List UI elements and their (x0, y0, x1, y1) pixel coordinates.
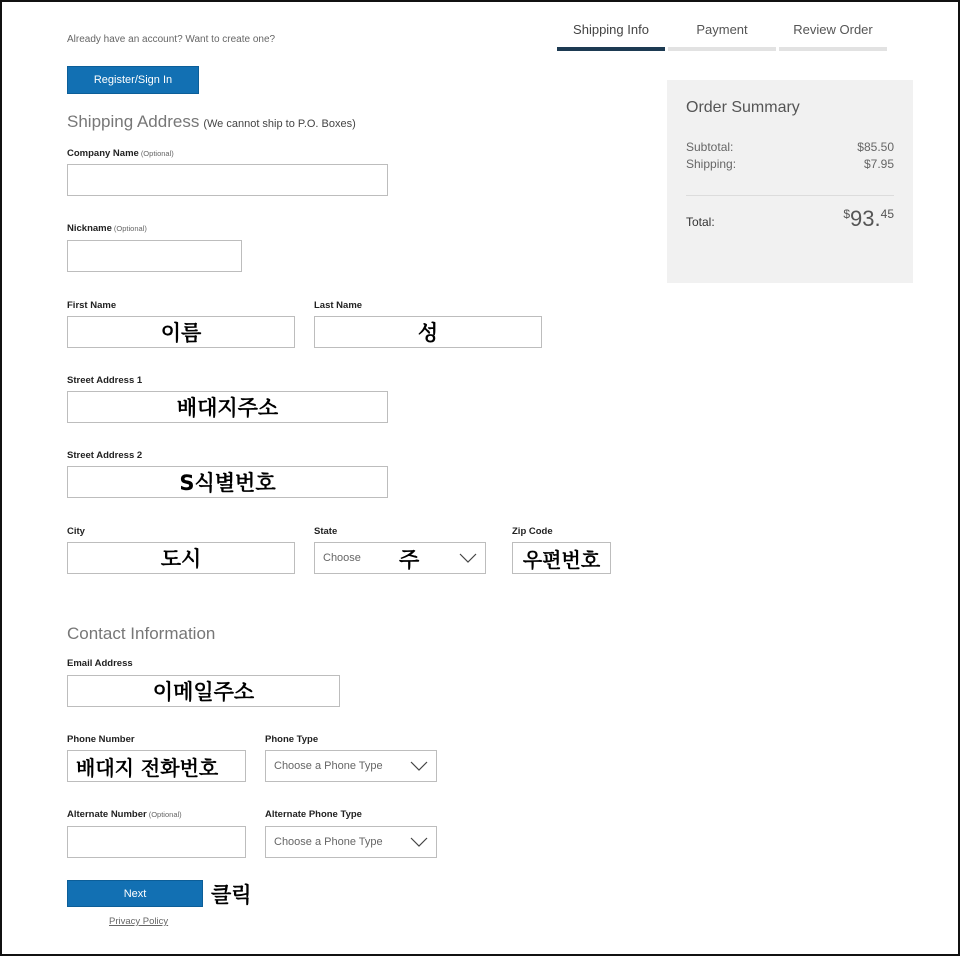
last-name-label: Last Name (314, 300, 363, 311)
nickname-label: Nickname (Optional) (67, 223, 147, 234)
total-cents: 45 (880, 207, 894, 221)
subtotal-label: Subtotal: (686, 140, 734, 154)
nickname-input[interactable] (68, 241, 241, 271)
contact-information-title: Contact Information (67, 624, 216, 643)
zip-code-field[interactable] (512, 542, 611, 574)
po-box-note: (We cannot ship to P.O. Boxes) (203, 118, 356, 130)
phone-number-field[interactable] (67, 750, 246, 782)
phone-number-input[interactable] (68, 751, 245, 781)
phone-type-placeholder: Choose a Phone Type (274, 760, 383, 772)
total-whole: 93. (850, 206, 881, 231)
email-address-field[interactable] (67, 675, 340, 707)
company-name-input[interactable] (68, 165, 387, 195)
shipping-label: Shipping: (686, 157, 737, 171)
state-placeholder: Choose (323, 552, 361, 564)
order-summary-panel (667, 80, 913, 283)
street-address-1-field[interactable] (67, 391, 388, 423)
step-payment[interactable]: Payment (668, 22, 776, 51)
alternate-phone-type-placeholder: Choose a Phone Type (274, 836, 383, 848)
last-name-input[interactable] (315, 317, 541, 347)
chevron-down-icon (410, 761, 428, 771)
first-name-label: First Name (67, 300, 117, 311)
privacy-policy-link[interactable]: Privacy Policy (109, 916, 169, 927)
state-value: 주 (399, 548, 420, 572)
alternate-number-field[interactable] (67, 826, 246, 858)
total-row (686, 206, 894, 232)
click-annotation: 클릭 (211, 883, 252, 907)
step-shipping-info[interactable]: Shipping Info (557, 22, 665, 51)
city-input[interactable] (68, 543, 294, 573)
city-label: City (67, 526, 85, 537)
subtotal-row (686, 140, 894, 154)
chevron-down-icon (459, 553, 477, 563)
account-prompt: Already have an account? Want to create one? (67, 34, 276, 45)
chevron-down-icon (410, 837, 428, 847)
street-address-2-input[interactable] (68, 467, 387, 497)
checkout-steps (557, 22, 887, 51)
total-value (843, 206, 894, 232)
next-button[interactable]: Next (67, 880, 203, 907)
first-name-input[interactable] (68, 317, 294, 347)
city-field[interactable] (67, 542, 295, 574)
total-currency: $ (843, 207, 851, 221)
street-address-1-input[interactable] (68, 392, 387, 422)
shipping-row (686, 157, 894, 171)
register-sign-in-button[interactable]: Register/Sign In (67, 66, 199, 94)
alternate-number-input[interactable] (68, 827, 245, 857)
state-select[interactable] (314, 542, 486, 574)
zip-code-label: Zip Code (512, 526, 553, 537)
first-name-field[interactable] (67, 316, 295, 348)
state-label: State (314, 526, 338, 537)
last-name-field[interactable] (314, 316, 542, 348)
shipping-address-title: Shipping Address (67, 112, 200, 131)
street-address-1-label: Street Address 1 (67, 375, 143, 386)
alternate-number-label: Alternate Number (Optional) (67, 809, 182, 820)
email-address-input[interactable] (68, 676, 339, 706)
phone-type-label: Phone Type (265, 734, 319, 745)
alternate-phone-type-label: Alternate Phone Type (265, 809, 362, 820)
alternate-phone-type-select[interactable] (265, 826, 437, 858)
email-address-label: Email Address (67, 658, 133, 669)
company-name-label: Company Name (Optional) (67, 148, 174, 159)
summary-divider (686, 195, 894, 196)
shipping-value: $7.95 (863, 157, 894, 171)
total-label: Total: (686, 215, 715, 229)
step-review-order[interactable]: Review Order (779, 22, 887, 51)
street-address-2-field[interactable] (67, 466, 388, 498)
phone-type-select[interactable] (265, 750, 437, 782)
street-address-2-label: Street Address 2 (67, 450, 143, 461)
zip-code-input[interactable] (513, 543, 610, 573)
phone-number-label: Phone Number (67, 734, 135, 745)
nickname-field[interactable] (67, 240, 242, 272)
company-name-field[interactable] (67, 164, 388, 196)
subtotal-value: $85.50 (857, 140, 894, 154)
order-summary-title: Order Summary (686, 99, 800, 116)
shipping-address-heading (67, 112, 356, 132)
